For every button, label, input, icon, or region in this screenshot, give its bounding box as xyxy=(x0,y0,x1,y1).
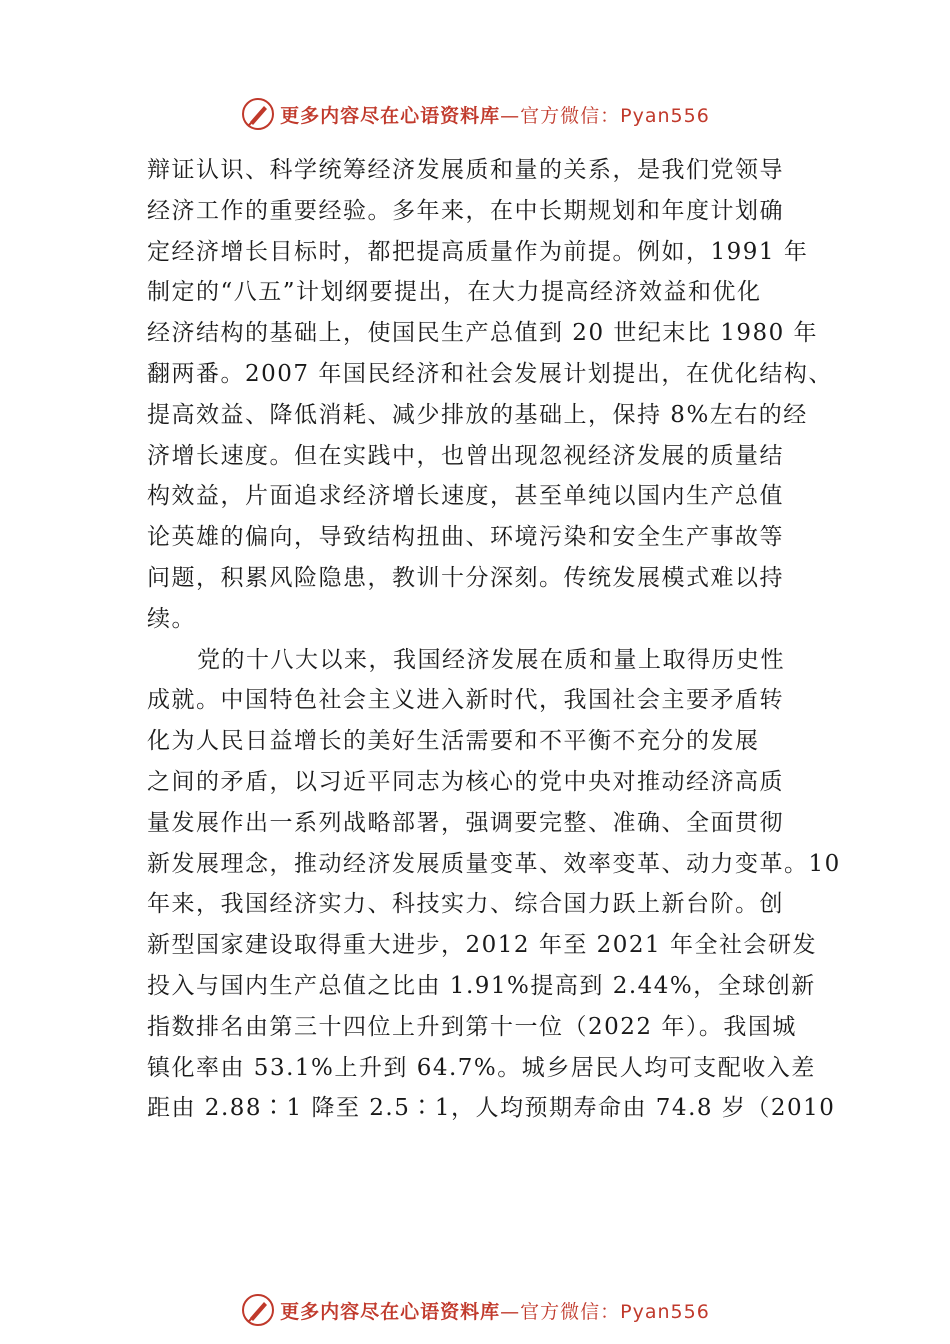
text-line: 论英雄的偏向，导致结构扭曲、环境污染和安全生产事故等 xyxy=(147,524,784,551)
text-line: 新型国家建设取得重大进步，2012 年至 2021 年全社会研发 xyxy=(147,932,817,959)
text-line: 经济工作的重要经验。多年来，在中长期规划和年度计划确 xyxy=(147,197,784,224)
pen-logo-icon xyxy=(240,1292,276,1328)
text-line: 构效益，片面追求经济增长速度，甚至单纯以国内生产总值 xyxy=(147,483,784,510)
text-line: 成就。中国特色社会主义进入新时代，我国社会主要矛盾转 xyxy=(147,687,784,714)
text-line: 续。 xyxy=(147,605,196,632)
text-line: 制定的“八五”计划纲要提出，在大力提高经济效益和优化 xyxy=(147,279,762,306)
text-line: 距由 2.88∶1 降至 2.5∶1，人均预期寿命由 74.8 岁（2010 xyxy=(147,1095,836,1122)
text-line: 量发展作出一系列战略部署，强调要完整、准确、全面贯彻 xyxy=(147,809,784,836)
text-line: 经济结构的基础上，使国民生产总值到 20 世纪末比 1980 年 xyxy=(147,320,819,347)
footer-brand-text: 更多内容尽在心语资料库 xyxy=(280,1300,501,1323)
text-line: 化为人民日益增长的美好生活需要和不平衡不充分的发展 xyxy=(147,728,760,755)
text-line: 指数排名由第三十四位上升到第十一位（2022 年）。我国城 xyxy=(147,1013,797,1040)
pen-logo-icon xyxy=(240,96,276,132)
footer-banner xyxy=(0,1290,950,1330)
body-text xyxy=(147,150,841,1129)
text-line: 问题，积累风险隐患，教训十分深刻。传统发展模式难以持 xyxy=(147,564,784,591)
text-line: 年来，我国经济实力、科技实力、综合国力跃上新台阶。创 xyxy=(147,891,784,918)
text-line: 翻两番。2007 年国民经济和社会发展计划提出，在优化结构、 xyxy=(147,360,833,387)
text-line: 镇化率由 53.1%上升到 64.7%。城乡居民人均可支配收入差 xyxy=(147,1054,816,1081)
header-banner xyxy=(0,94,950,134)
text-line: 辩证认识、科学统筹经济发展质和量的关系，是我们党领导 xyxy=(147,157,784,183)
header-wechat-text: —官方微信：Pyan556 xyxy=(500,104,710,127)
text-line: 济增长速度。但在实践中，也曾出现忽视经济发展的质量结 xyxy=(147,442,784,469)
text-line: 投入与国内生产总值之比由 1.91%提高到 2.44%，全球创新 xyxy=(147,972,816,999)
text-line: 之间的矛盾，以习近平同志为核心的党中央对推动经济高质 xyxy=(147,768,784,795)
text-line: 提高效益、降低消耗、减少排放的基础上，保持 8%左右的经 xyxy=(147,401,808,428)
footer-wechat-text: —官方微信：Pyan556 xyxy=(500,1300,710,1323)
text-line: 新发展理念，推动经济发展质量变革、效率变革、动力变革。10 xyxy=(147,850,841,877)
text-line: 定经济增长目标时，都把提高质量作为前提。例如，1991 年 xyxy=(147,238,809,265)
paragraph-start-line: 党的十八大以来，我国经济发展在质和量上取得历史性 xyxy=(197,646,785,673)
header-brand-text: 更多内容尽在心语资料库 xyxy=(280,104,501,127)
